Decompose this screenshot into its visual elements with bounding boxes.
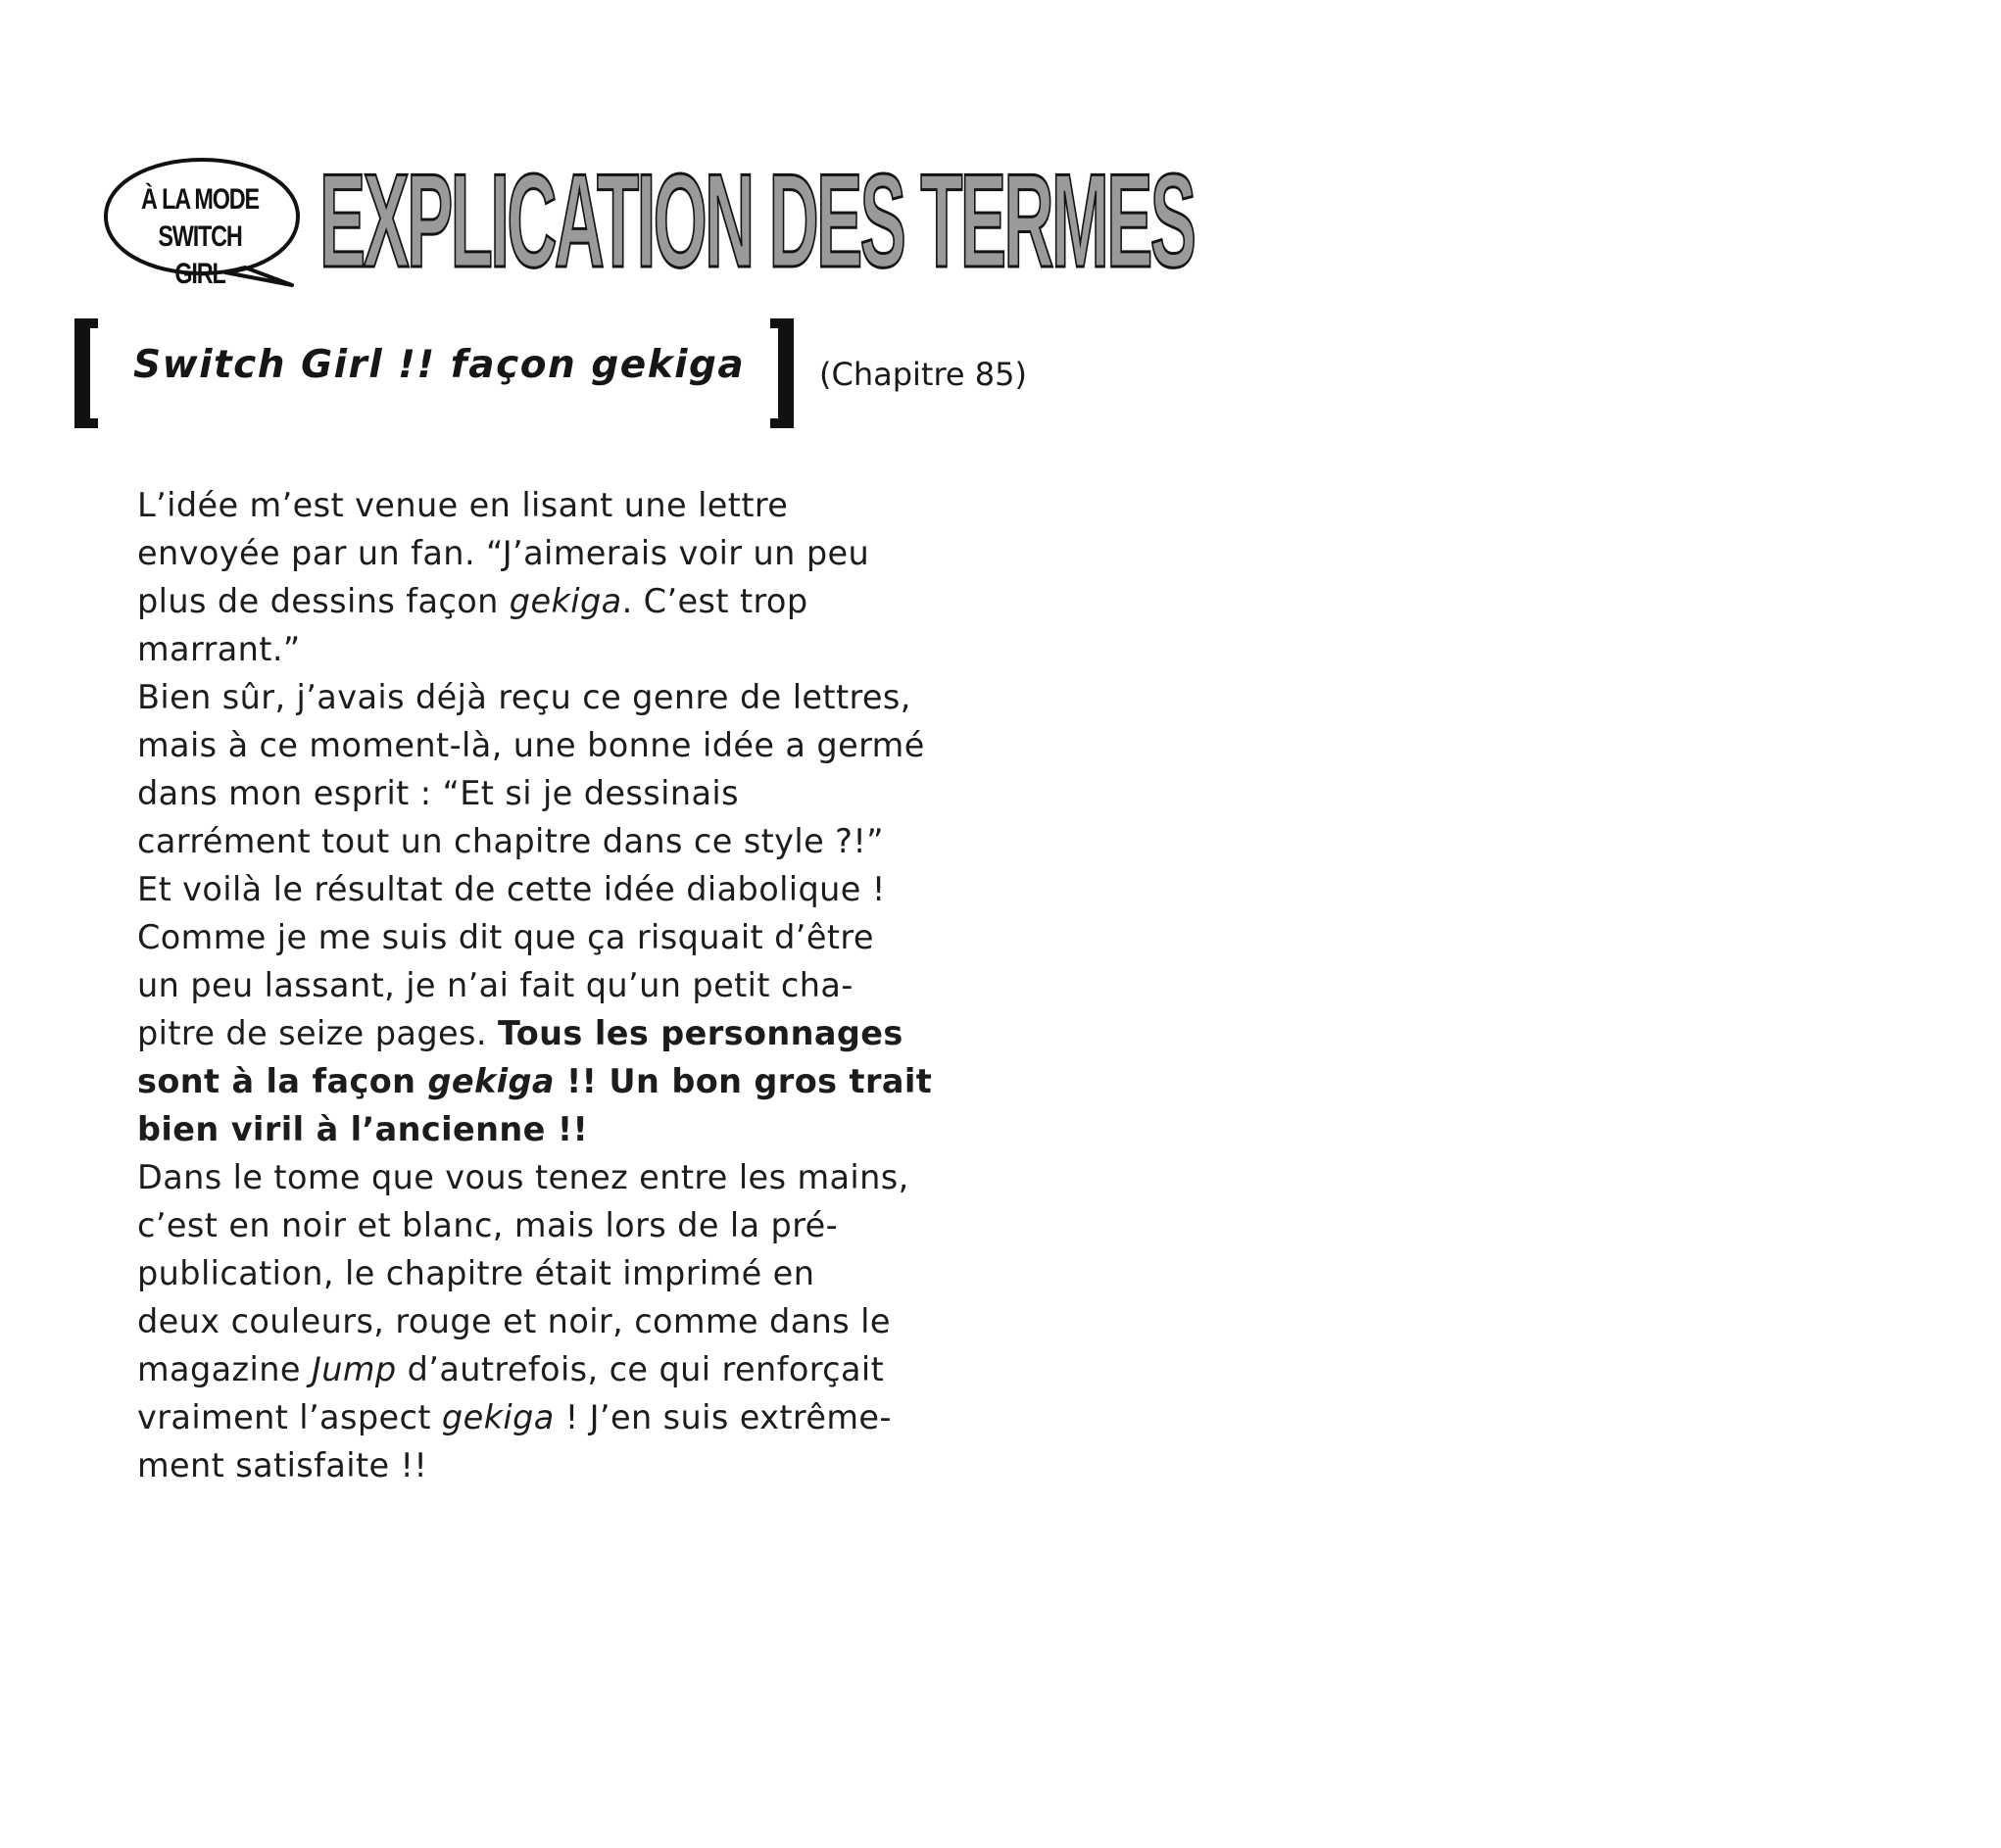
body-text-segment: ! J’en suis extrême-	[554, 1398, 892, 1436]
body-line	[137, 1393, 1019, 1441]
body-line: bien viril à l’ancienne !!	[137, 1110, 589, 1148]
body-bold-segment: sont à la façon	[137, 1062, 428, 1100]
body-line: c’est en noir et blanc, mais lors de la pré-	[137, 1206, 839, 1244]
body-line: L’idée m’est venue en lisant une lettre	[137, 486, 789, 524]
left-bracket	[74, 318, 98, 428]
body-italic-segment: Jump	[311, 1350, 397, 1388]
body-italic-segment: gekiga	[441, 1398, 555, 1436]
chapter-reference: (Chapitre 85)	[819, 356, 1027, 393]
body-bold-segment: !! Un bon gros trait	[554, 1062, 933, 1100]
body-line	[137, 577, 1019, 625]
badge-text	[131, 181, 268, 293]
body-line: mais à ce moment-là, une bonne idée a germé	[137, 726, 925, 764]
body-line: Comme je me suis dit que ça risquait d’être	[137, 918, 874, 956]
body-line	[137, 1057, 1019, 1105]
body-line: Et voilà le résultat de cette idée diabolique !	[137, 870, 886, 908]
body-line: Dans le tome que vous tenez entre les mains,	[137, 1158, 909, 1196]
body-italic-segment: gekiga	[509, 582, 622, 620]
body-text-segment: vraiment l’aspect	[137, 1398, 442, 1436]
body-bold-segment: Tous les personnages	[497, 1014, 903, 1052]
body-line	[137, 1009, 1019, 1057]
body-text-segment: pitre de seize pages.	[137, 1014, 498, 1052]
body-line: carrément tout un chapitre dans ce style ?!”	[137, 822, 884, 860]
body-text-segment: magazine	[137, 1350, 312, 1388]
badge-line-2: SWITCH GIRL	[158, 220, 242, 290]
body-line: deux couleurs, rouge et noir, comme dans le	[137, 1302, 891, 1340]
right-bracket	[770, 318, 794, 428]
body-bold-italic-segment: gekiga	[427, 1062, 555, 1100]
body-line: un peu lassant, je n’ai fait qu’un petit cha-	[137, 966, 854, 1004]
page-title	[319, 146, 1195, 295]
body-text-segment: plus de dessins façon	[137, 582, 510, 620]
term-heading: Switch Girl !! façon gekiga	[133, 343, 746, 387]
body-line: ment satisfaite !!	[137, 1446, 428, 1484]
body-text-segment: . C’est trop	[621, 582, 808, 620]
body-line: publication, le chapitre était imprimé en	[137, 1254, 815, 1292]
body-text-segment: d’autrefois, ce qui renforçait	[396, 1350, 885, 1388]
body-line: Bien sûr, j’avais déjà reçu ce genre de lettres,	[137, 678, 911, 716]
badge-line-1: À LA MODE	[141, 183, 259, 216]
body-line: marrant.”	[137, 630, 301, 668]
speech-bubble-badge	[98, 152, 306, 289]
page-title-text: EXPLICATION DES TERMES	[319, 146, 1195, 295]
explanation-body	[137, 481, 1019, 1489]
body-line	[137, 1345, 1019, 1393]
body-line: dans mon esprit : “Et si je dessinais	[137, 774, 739, 812]
body-line: envoyée par un fan. “J’aimerais voir un peu	[137, 534, 870, 572]
